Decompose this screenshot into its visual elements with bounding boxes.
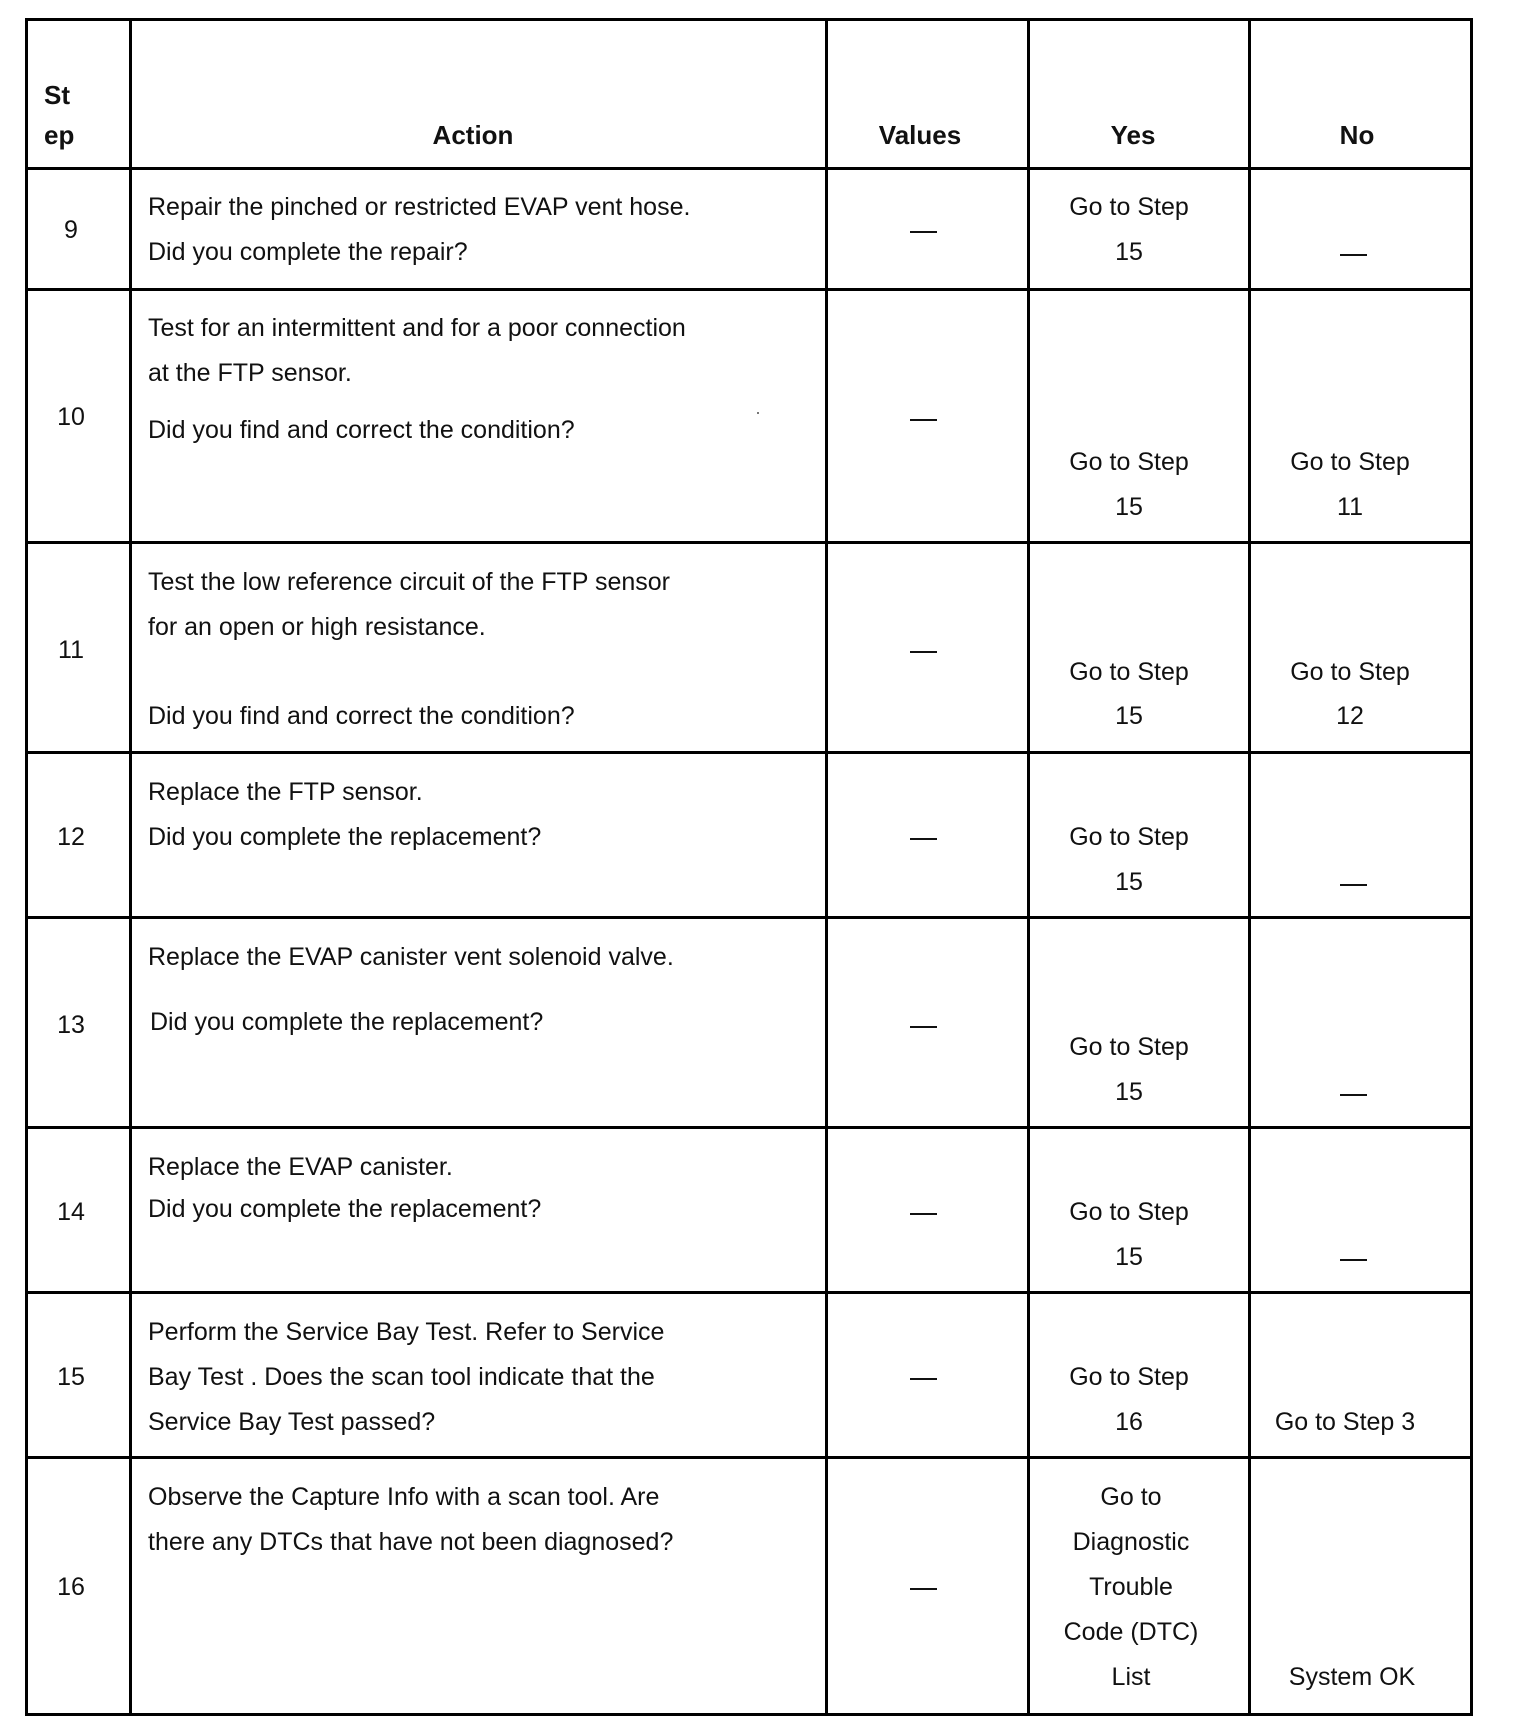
yes-text: Diagnostic <box>1072 1528 1190 1556</box>
yes-text: Go to Step <box>1069 193 1189 221</box>
step-number: 15 <box>57 1363 85 1391</box>
yes-text: 15 <box>1115 1078 1143 1106</box>
column-divider <box>129 18 132 1715</box>
values-dash <box>910 419 937 421</box>
no-text: Go to Step 3 <box>1274 1408 1416 1436</box>
action-text: Did you complete the replacement? <box>148 823 542 851</box>
values-dash <box>910 838 937 840</box>
action-text: Did you find and correct the condition? <box>148 416 575 444</box>
action-text: Bay Test . Does the scan tool indicate that the <box>148 1363 655 1391</box>
values-dash <box>910 651 937 653</box>
action-text: for an open or high resistance. <box>148 613 486 641</box>
action-text: Service Bay Test passed? <box>148 1408 436 1436</box>
no-text: 12 <box>1336 702 1364 730</box>
header-action: Action <box>432 120 514 150</box>
action-text: Test the low reference circuit of the FTP sensor <box>148 568 670 596</box>
step-number: 12 <box>57 823 85 851</box>
yes-text: Go to Step <box>1069 1363 1189 1391</box>
yes-text: Go to Step <box>1069 658 1189 686</box>
table-border-top <box>25 18 1473 21</box>
step-number: 16 <box>57 1573 85 1601</box>
yes-text: 15 <box>1115 1243 1143 1271</box>
yes-text: Go to <box>1100 1483 1162 1511</box>
step-number: 14 <box>57 1198 85 1226</box>
action-text: Did you find and correct the condition? <box>148 702 575 730</box>
action-text: at the FTP sensor. <box>148 359 352 387</box>
row-divider <box>25 167 1473 170</box>
row-divider <box>25 751 1473 754</box>
row-divider <box>25 916 1473 919</box>
yes-text: Go to Step <box>1069 823 1189 851</box>
values-dash <box>910 1588 937 1590</box>
row-divider <box>25 288 1473 291</box>
no-text: Go to Step <box>1290 658 1410 686</box>
no-dash <box>1340 254 1367 256</box>
header-no: No <box>1339 120 1375 150</box>
header-yes: Yes <box>1110 120 1156 150</box>
action-text: Test for an intermittent and for a poor connection <box>148 314 686 342</box>
action-text: Did you complete the replacement? <box>148 1195 542 1223</box>
yes-text: Go to Step <box>1069 1198 1189 1226</box>
action-text: Replace the EVAP canister. <box>148 1153 453 1181</box>
no-text: 11 <box>1337 493 1363 521</box>
yes-text: 15 <box>1115 493 1143 521</box>
yes-text: Go to Step <box>1069 448 1189 476</box>
no-text: System OK <box>1288 1663 1416 1691</box>
step-number: 13 <box>57 1011 85 1039</box>
action-text: there any DTCs that have not been diagnosed? <box>148 1528 674 1556</box>
header-step-line-1: St <box>44 80 70 110</box>
yes-text: 15 <box>1115 702 1143 730</box>
no-dash <box>1340 1259 1367 1261</box>
yes-text: 15 <box>1115 868 1143 896</box>
header-values: Values <box>878 120 962 150</box>
values-dash <box>910 1378 937 1380</box>
table-border-bottom <box>25 1713 1473 1716</box>
yes-text: Go to Step <box>1069 1033 1189 1061</box>
step-number: 11 <box>58 636 84 664</box>
row-divider <box>25 1456 1473 1459</box>
table-border-left <box>25 18 28 1715</box>
scan-speck <box>757 412 759 414</box>
step-number: 10 <box>57 403 85 431</box>
action-text: Did you complete the repair? <box>148 238 468 266</box>
values-dash <box>910 1213 937 1215</box>
action-text: Replace the FTP sensor. <box>148 778 423 806</box>
values-dash <box>910 1026 937 1028</box>
column-divider <box>1027 18 1030 1715</box>
action-text: Perform the Service Bay Test. Refer to Service <box>148 1318 665 1346</box>
yes-text: 15 <box>1115 238 1143 266</box>
yes-text: Trouble <box>1089 1573 1173 1601</box>
values-dash <box>910 231 937 233</box>
header-step-line-2: ep <box>44 120 75 150</box>
column-divider <box>1248 18 1251 1715</box>
action-text: Did you complete the replacement? <box>150 1008 544 1036</box>
step-number: 9 <box>64 216 78 244</box>
action-text: Repair the pinched or restricted EVAP vent hose. <box>148 193 691 221</box>
no-dash <box>1340 884 1367 886</box>
yes-text: List <box>1111 1663 1151 1691</box>
row-divider <box>25 541 1473 544</box>
no-text: Go to Step <box>1290 448 1410 476</box>
column-divider <box>825 18 828 1715</box>
action-text: Observe the Capture Info with a scan tool. Are <box>148 1483 660 1511</box>
action-text: Replace the EVAP canister vent solenoid valve. <box>148 943 674 971</box>
table-border-right <box>1470 18 1473 1715</box>
row-divider <box>25 1291 1473 1294</box>
row-divider <box>25 1126 1473 1129</box>
no-dash <box>1340 1094 1367 1096</box>
yes-text: 16 <box>1115 1408 1143 1436</box>
yes-text: Code (DTC) <box>1063 1618 1199 1646</box>
